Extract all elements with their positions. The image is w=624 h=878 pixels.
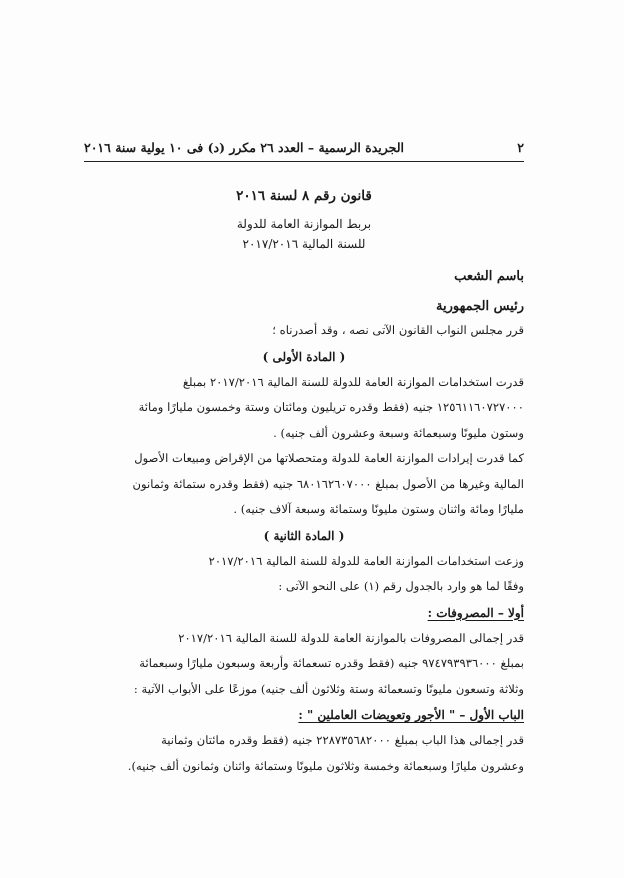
article-2-paragraph-3 [84, 728, 524, 779]
paragraph-line: وعشرون مليارًا وسبعمائة وخمسة وثلاثون مليونًا وستمائة واثنان وثمانون ألف جنيه). [127, 758, 524, 773]
paragraph-line: قدرت استخدامات الموازنة العامة للدولة للسنة المالية ٢٠١٧/٢٠١٦ بمبلغ [182, 374, 524, 389]
paragraph-line: وستون مليونًا وسبعمائة وسبعة وعشرون ألف جنيه) . [273, 425, 524, 440]
paragraph-line: قدر إجمالى المصروفات بالموازنة العامة للدولة للسنة المالية ٢٠١٧/٢٠١٦ [178, 630, 524, 645]
article-2-heading: ( المادة الثانية ) [263, 528, 345, 543]
gazette-issue-line: الجريدة الرسمية – العدد ٢٦ مكرر (د) فى ١٠ يولية سنة ٢٠١٦ [84, 140, 404, 155]
paragraph-line: وفقًا لما هو وارد بالجدول رقم (١) على النحو الآتى : [278, 579, 524, 593]
article-1-paragraph-1 [84, 370, 524, 447]
article-2-paragraph-1 [84, 549, 524, 600]
article-1-heading: ( المادة الأولى ) [262, 349, 346, 364]
decree-text: قرر مجلس النواب القانون الآتى نصه ، وقد أصدرناه ؛ [272, 323, 524, 337]
paragraph-line: ١٢٥٦١١٦٠٧٢٧٠٠٠ جنيه (فقط وقدره تريليون ومائتان وستة وخمسون مليارًا ومائة [138, 400, 524, 414]
law-title-block [84, 188, 524, 254]
president-heading: رئيس الجمهورية [436, 299, 524, 314]
in-name-of-people: باسم الشعب [454, 269, 524, 284]
running-header [84, 140, 524, 162]
paragraph-line: وزعت استخدامات الموازنة العامة للدولة للسنة المالية ٢٠١٧/٢٠١٦ [208, 553, 524, 568]
document-body [84, 140, 524, 779]
paragraph-line: المالية وغيرها من الأصول بمبلغ ٦٨٠١٦٢٦٠٧٠٠٠ جنيه (فقط وقدره ستمائة وثمانون [132, 476, 524, 491]
paragraph-line: بمبلغ ٩٧٤٧٩٣٩٣٦٠٠٠ جنيه (فقط وقدره تسعمائة وأربعة وسبعون مليارًا وسبعمائة [139, 656, 524, 670]
article-2-paragraph-2 [84, 626, 524, 703]
chapter-1-label: الباب الأول – " الأجور وتعويضات العاملين " : [298, 708, 524, 722]
decree-line [84, 318, 524, 344]
chapter-1-title [84, 702, 524, 728]
law-subtitle-1: بربط الموازنة العامة للدولة [236, 217, 372, 231]
section-expenses-title [84, 600, 524, 626]
law-subtitle-2: للسنة المالية ٢٠١٧/٢٠١٦ [242, 237, 366, 251]
paragraph-line: قدر إجمالى هذا الباب بمبلغ ٢٢٨٧٣٥٦٨٢٠٠٠ جنيه (فقط وقدره مائتان وثمانية [161, 733, 524, 747]
page-number: ٢ [517, 140, 524, 155]
law-title: قانون رقم ٨ لسنة ٢٠١٦ [236, 188, 372, 204]
paragraph-line: وثلاثة وتسعون مليونًا وتسعمائة وستة وثلاثون ألف جنيه) موزعًا على الأبواب الآتية : [133, 681, 524, 696]
article-1-paragraph-2 [84, 446, 524, 523]
paragraph-line: كما قدرت إيرادات الموازنة العامة للدولة ومتحصلاتها من الإقراض ومبيعات الأصول [134, 451, 524, 465]
paragraph-line: مليارًا ومائة واثنان وستون مليونًا وستمائة وسبعة آلاف جنيه) . [233, 502, 524, 516]
section-expenses-label: أولا – المصروفات : [427, 605, 524, 620]
